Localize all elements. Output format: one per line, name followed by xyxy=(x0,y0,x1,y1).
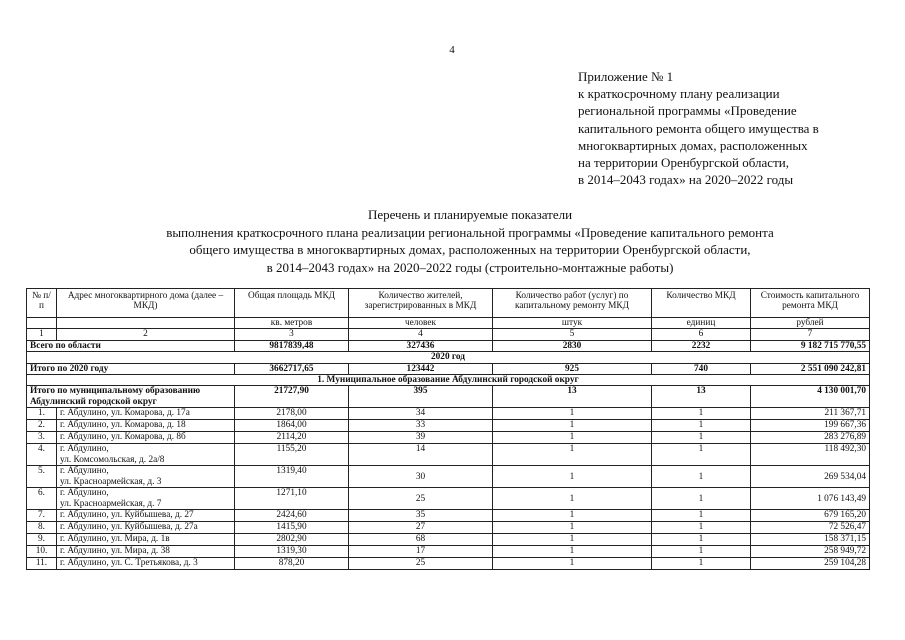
unit-residents: человек xyxy=(349,318,493,329)
title-line: общего имущества в многоквартирных домах, расположенных на территории Оренбургской области, xyxy=(189,242,751,258)
table-row xyxy=(27,488,870,510)
row-address: г. Абдулино, ул. Мира, д. 38 xyxy=(57,546,235,558)
header-area: Общая площадь МКД xyxy=(235,289,349,318)
row-address-line: ул. Красноармейская, д. 7 xyxy=(60,498,162,509)
row-area: 2178,00 xyxy=(235,408,349,420)
row-works: 1 xyxy=(493,546,652,558)
row-address-line: г. Абдулино, xyxy=(60,466,109,477)
header-works: Количество работ (услуг) по капитальному ремонту МКД xyxy=(493,289,652,318)
total-region-mkd-count: 2232 xyxy=(652,340,751,351)
row-cost: 269 534,04 xyxy=(751,466,870,488)
column-number: 2 xyxy=(57,329,235,340)
title-line: Перечень и планируемые показатели xyxy=(367,207,573,222)
table-row xyxy=(27,420,870,432)
page-number: 4 xyxy=(449,44,455,56)
row-residents: 35 xyxy=(349,510,493,522)
row-mkd-count: 1 xyxy=(652,488,751,510)
row-area: 1415,90 xyxy=(235,522,349,534)
repair-plan-table xyxy=(26,288,870,570)
row-address xyxy=(57,488,235,510)
total-region-area: 9817839,48 xyxy=(235,340,349,351)
row-area: 2114,20 xyxy=(235,432,349,444)
year-label: 2020 год xyxy=(27,352,870,363)
total-municipal-mkd-count: 13 xyxy=(652,386,751,408)
table-row xyxy=(27,522,870,534)
row-address: г. Абдулино, ул. Комарова, д. 17а xyxy=(57,408,235,420)
row-residents: 25 xyxy=(349,558,493,570)
table-row xyxy=(27,444,870,466)
row-address: г. Абдулино, ул. Комарова, д. 18 xyxy=(57,420,235,432)
column-number: 4 xyxy=(349,329,493,340)
table-header-row xyxy=(27,289,870,318)
row-works: 1 xyxy=(493,510,652,522)
column-number: 1 xyxy=(27,329,57,340)
total-year-mkd-count: 740 xyxy=(652,363,751,374)
row-num: 9. xyxy=(27,534,57,546)
row-num: 5. xyxy=(27,466,57,488)
header-mkd-count: Количество МКД xyxy=(652,289,751,318)
row-cost: 258 949,72 xyxy=(751,546,870,558)
appendix-line: Приложение № 1 xyxy=(578,69,674,84)
table-row xyxy=(27,546,870,558)
unit-works: штук xyxy=(493,318,652,329)
column-number: 6 xyxy=(652,329,751,340)
row-works: 1 xyxy=(493,466,652,488)
header-address: Адрес многоквартирного дома (далее – МКД) xyxy=(57,289,235,318)
row-area: 1864,00 xyxy=(235,420,349,432)
row-cost: 72 526,47 xyxy=(751,522,870,534)
total-municipal-area: 21727,90 xyxy=(235,386,349,408)
total-municipal-works: 13 xyxy=(493,386,652,408)
row-works: 1 xyxy=(493,444,652,466)
row-address xyxy=(57,466,235,488)
row-cost: 199 667,36 xyxy=(751,420,870,432)
row-mkd-count: 1 xyxy=(652,420,751,432)
total-municipal-cost: 4 130 001,70 xyxy=(751,386,870,408)
row-residents: 33 xyxy=(349,420,493,432)
row-mkd-count: 1 xyxy=(652,408,751,420)
row-num: 11. xyxy=(27,558,57,570)
total-year-area: 3662717,65 xyxy=(235,363,349,374)
row-num: 6. xyxy=(27,488,57,510)
row-area: 1319,40 xyxy=(235,466,349,488)
row-cost: 211 367,71 xyxy=(751,408,870,420)
title-line: выполнения краткосрочного плана реализации региональной программы «Проведение капитального ремонта xyxy=(166,224,774,240)
row-mkd-count: 1 xyxy=(652,522,751,534)
year-row xyxy=(27,352,870,363)
row-works: 1 xyxy=(493,408,652,420)
row-residents: 68 xyxy=(349,534,493,546)
row-works: 1 xyxy=(493,420,652,432)
row-residents: 17 xyxy=(349,546,493,558)
total-municipal-label: Итого по муниципальному образованию Абдулинский городской округ xyxy=(27,386,235,408)
total-region-cost: 9 182 715 770,55 xyxy=(751,340,870,351)
table-row xyxy=(27,534,870,546)
row-mkd-count: 1 xyxy=(652,432,751,444)
table-row xyxy=(27,510,870,522)
total-municipal-row xyxy=(27,386,870,408)
units-row xyxy=(27,318,870,329)
row-mkd-count: 1 xyxy=(652,546,751,558)
table-row xyxy=(27,558,870,570)
total-year-residents: 123442 xyxy=(349,363,493,374)
appendix-line: многоквартирных домах, расположенных xyxy=(578,137,808,153)
column-number: 7 xyxy=(751,329,870,340)
header-cost: Стоимость капитального ремонта МКД xyxy=(751,289,870,318)
row-address-line: г. Абдулино, xyxy=(60,444,109,455)
appendix-line: региональной программы «Проведение xyxy=(578,103,797,119)
row-address xyxy=(57,444,235,466)
row-num: 10. xyxy=(27,546,57,558)
row-area: 2802,90 xyxy=(235,534,349,546)
row-cost: 259 104,28 xyxy=(751,558,870,570)
row-area: 2424,60 xyxy=(235,510,349,522)
row-residents: 39 xyxy=(349,432,493,444)
appendix-line: к краткосрочному плану реализации xyxy=(578,86,780,102)
appendix-note xyxy=(578,68,898,188)
row-works: 1 xyxy=(493,558,652,570)
row-address-line: ул. Комсомольская, д. 2а/8 xyxy=(60,454,165,465)
column-numbers-row xyxy=(27,329,870,340)
table-row xyxy=(27,432,870,444)
row-address-line: г. Абдулино, xyxy=(60,488,109,499)
row-cost: 283 276,89 xyxy=(751,432,870,444)
row-works: 1 xyxy=(493,488,652,510)
row-address: г. Абдулино, ул. Комарова, д. 8б xyxy=(57,432,235,444)
municipality-section-label: 1. Муниципальное образование Абдулинский городской округ xyxy=(27,375,870,386)
row-area: 1271,10 xyxy=(235,488,349,510)
title-line: в 2014–2043 годах» на 2020–2022 годы (строительно-монтажные работы) xyxy=(266,259,674,275)
row-mkd-count: 1 xyxy=(652,466,751,488)
row-cost: 118 492,30 xyxy=(751,444,870,466)
row-works: 1 xyxy=(493,522,652,534)
row-mkd-count: 1 xyxy=(652,444,751,466)
row-works: 1 xyxy=(493,432,652,444)
row-residents: 25 xyxy=(349,488,493,510)
row-num: 3. xyxy=(27,432,57,444)
total-year-cost: 2 551 090 242,81 xyxy=(751,363,870,374)
row-cost: 1 076 143,49 xyxy=(751,488,870,510)
row-num: 2. xyxy=(27,420,57,432)
row-address: г. Абдулино, ул. Куйбышева, д. 27а xyxy=(57,522,235,534)
total-municipal-residents: 395 xyxy=(349,386,493,408)
total-year-works: 925 xyxy=(493,363,652,374)
row-area: 878,20 xyxy=(235,558,349,570)
row-residents: 27 xyxy=(349,522,493,534)
row-mkd-count: 1 xyxy=(652,534,751,546)
total-year-label: Итого по 2020 году xyxy=(27,363,235,374)
total-region-label: Всего по области xyxy=(27,340,235,351)
column-number: 5 xyxy=(493,329,652,340)
total-region-works: 2830 xyxy=(493,340,652,351)
appendix-line: в 2014–2043 годах» на 2020–2022 годы xyxy=(578,172,794,188)
table-row xyxy=(27,466,870,488)
row-num: 4. xyxy=(27,444,57,466)
document-title xyxy=(40,206,900,276)
appendix-line: капитального ремонта общего имущества в xyxy=(578,120,819,136)
column-number: 3 xyxy=(235,329,349,340)
row-address: г. Абдулино, ул. Куйбышева, д. 27 xyxy=(57,510,235,522)
row-residents: 14 xyxy=(349,444,493,466)
row-address: г. Абдулино, ул. С. Третьякова, д. 3 xyxy=(57,558,235,570)
unit-cost: рублей xyxy=(751,318,870,329)
appendix-line: на территории Оренбургской области, xyxy=(578,155,789,171)
table-row xyxy=(27,408,870,420)
row-num: 8. xyxy=(27,522,57,534)
row-mkd-count: 1 xyxy=(652,558,751,570)
row-num: 7. xyxy=(27,510,57,522)
row-num: 1. xyxy=(27,408,57,420)
row-residents: 30 xyxy=(349,466,493,488)
row-residents: 34 xyxy=(349,408,493,420)
row-mkd-count: 1 xyxy=(652,510,751,522)
row-cost: 158 371,15 xyxy=(751,534,870,546)
total-region-residents: 327436 xyxy=(349,340,493,351)
municipality-section-row xyxy=(27,375,870,386)
total-region-row xyxy=(27,340,870,351)
row-address-line: ул. Красноармейская, д. 3 xyxy=(60,476,162,487)
header-num: № п/п xyxy=(27,289,57,318)
row-cost: 679 165,20 xyxy=(751,510,870,522)
unit-mkd-count: единиц xyxy=(652,318,751,329)
row-address: г. Абдулино, ул. Мира, д. 1в xyxy=(57,534,235,546)
row-area: 1319,30 xyxy=(235,546,349,558)
row-area: 1155,20 xyxy=(235,444,349,466)
header-residents: Количество жителей, зарегистрированных в МКД xyxy=(349,289,493,318)
unit-area: кв. метров xyxy=(235,318,349,329)
total-year-row xyxy=(27,363,870,374)
row-works: 1 xyxy=(493,534,652,546)
